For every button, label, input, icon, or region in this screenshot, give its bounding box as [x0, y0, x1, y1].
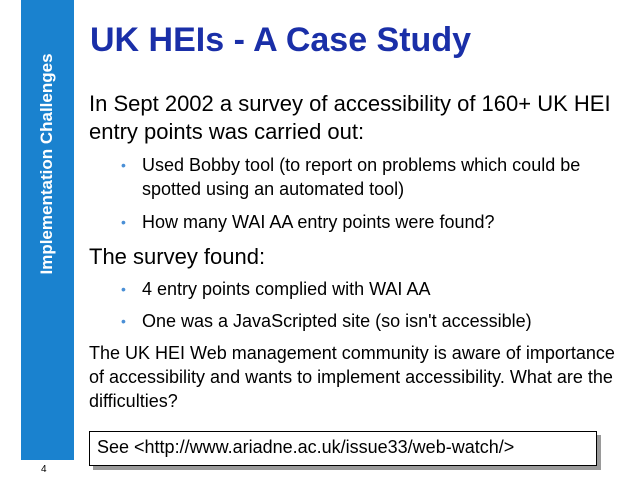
bullet-icon: •	[121, 281, 126, 297]
bullet-text: 4 entry points complied with WAI AA	[142, 279, 431, 299]
list-item	[121, 210, 612, 234]
bullet-icon: •	[121, 214, 126, 230]
reference-box	[89, 431, 597, 466]
bullet-icon: •	[121, 157, 126, 173]
list-item	[121, 277, 612, 301]
findings-heading: The survey found:	[89, 244, 266, 269]
bullet-icon: •	[121, 313, 126, 329]
bullet-text: How many WAI AA entry points were found?	[142, 212, 495, 232]
reference-link[interactable]: See <http://www.ariadne.ac.uk/issue33/web-watch/>	[97, 437, 515, 457]
conclusion-paragraph: The UK HEI Web management community is aware of importance of accessibility and wants to implement accessibility. What are the difficulties?	[89, 343, 615, 411]
bullet-text: One was a JavaScripted site (so isn't accessible)	[142, 311, 532, 331]
list-item	[121, 153, 612, 201]
sidebar-label: Implementation Challenges	[37, 53, 56, 275]
page-number: 4	[41, 464, 47, 475]
bullet-text: Used Bobby tool (to report on problems which could be spotted using an automated tool)	[142, 155, 581, 199]
slide-title: UK HEIs - A Case Study	[90, 21, 472, 59]
intro-paragraph: In Sept 2002 a survey of accessibility of 160+ UK HEI entry points was carried out:	[89, 91, 611, 144]
list-item	[121, 309, 612, 333]
